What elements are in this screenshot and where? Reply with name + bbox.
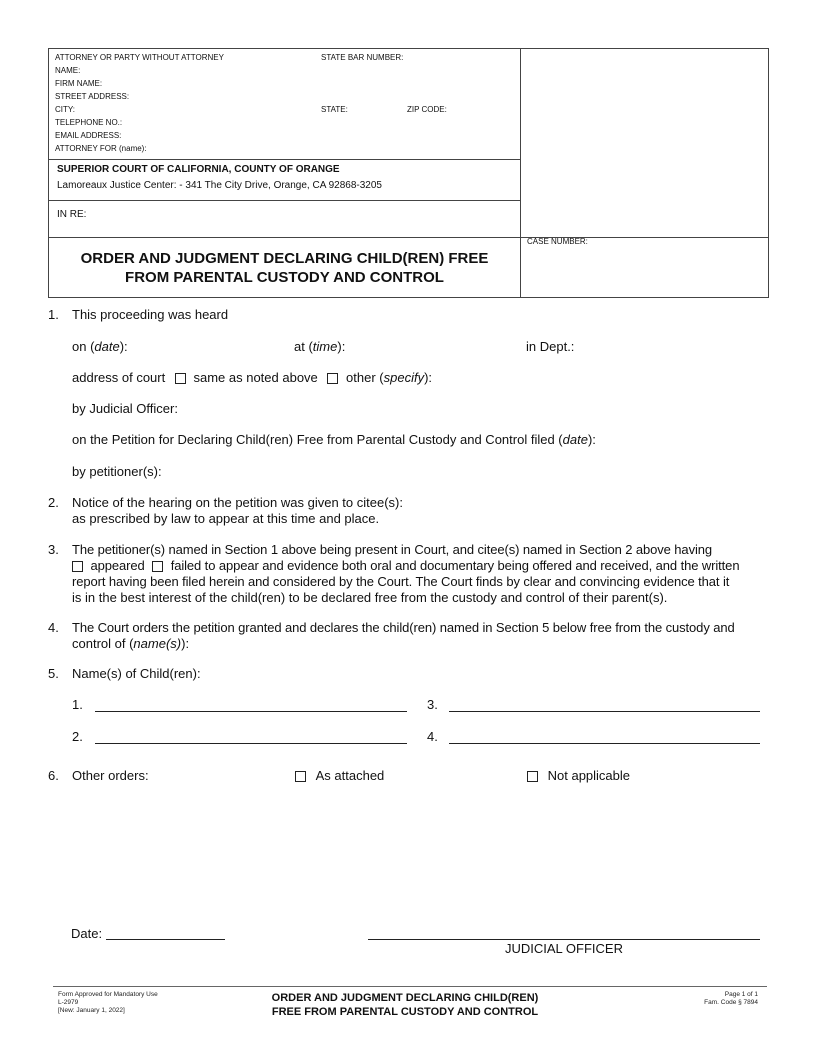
attorney-field-label: STREET ADDRESS: (55, 92, 130, 101)
not-applicable-label: Not applicable (547, 768, 631, 783)
text: as prescribed by law to appear at this time and place. (72, 511, 380, 526)
text: L-2979 (58, 999, 79, 1006)
attorney-fields[interactable] (55, 51, 224, 155)
as-attached-checkbox[interactable] (295, 771, 306, 782)
as-attached-option (295, 768, 384, 784)
appeared-label: appeared (90, 558, 145, 573)
signature-date-line[interactable] (106, 939, 225, 940)
findings-line (72, 558, 761, 574)
text: other ( (346, 370, 384, 385)
text: ORDER AND JUDGMENT DECLARING CHILD(REN) (271, 992, 539, 1004)
text: name(s) (133, 636, 182, 651)
divider (49, 200, 520, 201)
attorney-field-label: EMAIL ADDRESS: (55, 131, 122, 140)
attorney-field-label: TELEPHONE NO.: (55, 118, 123, 127)
text: ): (587, 432, 596, 447)
text: FREE FROM PARENTAL CUSTODY AND CONTROL (271, 1006, 539, 1018)
section-number: 1. (48, 307, 59, 322)
in-re-label[interactable]: IN RE: (57, 209, 87, 220)
text: The Court orders the petition granted and declares the child(ren) named in Section 5 below free from the custody and (72, 620, 735, 635)
text: ): (337, 339, 346, 354)
same-as-above-label: same as noted above (193, 370, 318, 385)
attorney-field-label: FIRM NAME: (55, 79, 103, 88)
judicial-officer-caption: JUDICIAL OFFICER (505, 941, 623, 956)
notice-text (72, 495, 403, 527)
text: specify (383, 370, 425, 385)
child-number: 3. (427, 697, 438, 712)
other-label (346, 370, 432, 385)
attorney-field-label: CITY: (55, 105, 76, 114)
children-names-label: Name(s) of Child(ren): (72, 666, 201, 681)
child-number: 2. (72, 729, 83, 744)
section-number: 3. (48, 542, 59, 557)
findings-text (72, 542, 761, 606)
text: ): (119, 339, 128, 354)
text: [New: January 1, 2022] (58, 1007, 125, 1014)
caption-box (48, 48, 769, 298)
child-name-line[interactable] (95, 711, 407, 712)
text: is in the best interest of the child(ren) to be declared free from the custody and control of their parent(s). (72, 590, 668, 605)
text: control of ( (72, 636, 134, 651)
hearing-date-label[interactable] (72, 339, 128, 355)
form-title-line: FROM PARENTAL CUSTODY AND CONTROL (125, 269, 444, 286)
other-address-checkbox[interactable] (327, 373, 338, 384)
form-title-line: ORDER AND JUDGMENT DECLARING CHILD(REN) FREE (80, 250, 489, 267)
judicial-officer-label[interactable]: by Judicial Officer: (72, 401, 178, 416)
court-address: Lamoreaux Justice Center: - 341 The City Drive, Orange, CA 92868-3205 (57, 180, 382, 191)
address-label: address of court (72, 370, 166, 385)
attorney-field-label: NAME: (55, 66, 81, 75)
text: on ( (72, 339, 95, 354)
state-bar-label: STATE BAR NUMBER: (321, 53, 404, 62)
attorney-field-label: ATTORNEY OR PARTY WITHOUT ATTORNEY (55, 53, 224, 62)
form-title (49, 249, 520, 287)
child-number: 4. (427, 729, 438, 744)
proceeding-heard: This proceeding was heard (72, 307, 229, 322)
court-address-row (72, 370, 432, 386)
same-as-above-checkbox[interactable] (175, 373, 186, 384)
child-name-line[interactable] (449, 711, 760, 712)
footer-right (660, 991, 758, 1007)
text: ): (181, 636, 190, 651)
court-name: SUPERIOR COURT OF CALIFORNIA, COUNTY OF ORANGE (57, 164, 340, 175)
text: on the Petition for Declaring Child(ren) Free from Parental Custody and Control filed ( (72, 432, 563, 447)
control-of-label[interactable] (72, 636, 761, 652)
text: Page 1 of 1 (724, 991, 758, 998)
attorney-field-label: ATTORNEY FOR (name): (55, 144, 147, 153)
text: date (94, 339, 120, 354)
other-orders-label: Other orders: (72, 768, 149, 783)
failed-to-appear-checkbox[interactable] (152, 561, 163, 572)
text: report having been filed herein and considered by the Court. The Court finds by clear and convincing evidence that it (72, 574, 730, 589)
state-label: STATE: (321, 105, 348, 114)
divider (49, 159, 520, 160)
footer-title (230, 991, 580, 1019)
judicial-officer-signature-line[interactable] (368, 939, 760, 940)
dept-label[interactable]: in Dept.: (526, 339, 575, 354)
text: time (312, 339, 338, 354)
zip-label: ZIP CODE: (407, 105, 447, 114)
text: failed to appear and evidence both oral and documentary being offered and received, and the written (170, 558, 740, 573)
text: at ( (294, 339, 313, 354)
not-applicable-option (527, 768, 630, 784)
section-number: 5. (48, 666, 59, 681)
text: Fam. Code § 7894 (704, 999, 758, 1006)
child-name-line[interactable] (449, 743, 760, 744)
text: Notice of the hearing on the petition was given to citee(s): (72, 495, 403, 510)
section-number: 2. (48, 495, 59, 510)
hearing-time-label[interactable] (294, 339, 345, 355)
section-number: 6. (48, 768, 59, 783)
footer-left (58, 991, 158, 1015)
section-number: 4. (48, 620, 59, 635)
text: date (562, 432, 588, 447)
child-number: 1. (72, 697, 83, 712)
text: Form Approved for Mandatory Use (58, 991, 158, 998)
footer-rule (53, 986, 767, 987)
divider (49, 237, 768, 238)
child-name-line[interactable] (95, 743, 407, 744)
signature-date-label: Date: (71, 926, 103, 941)
text: The petitioner(s) named in Section 1 above being present in Court, and citee(s) named in Section 2 above having (72, 542, 713, 557)
case-number-label[interactable]: CASE NUMBER: (527, 237, 588, 246)
text: ): (424, 370, 433, 385)
petition-filed-label[interactable] (72, 432, 596, 448)
caption-divider (520, 49, 521, 297)
not-applicable-checkbox[interactable] (527, 771, 538, 782)
as-attached-label: As attached (315, 768, 385, 783)
order-text (72, 620, 761, 652)
petitioners-label[interactable]: by petitioner(s): (72, 464, 162, 479)
appeared-checkbox[interactable] (72, 561, 83, 572)
